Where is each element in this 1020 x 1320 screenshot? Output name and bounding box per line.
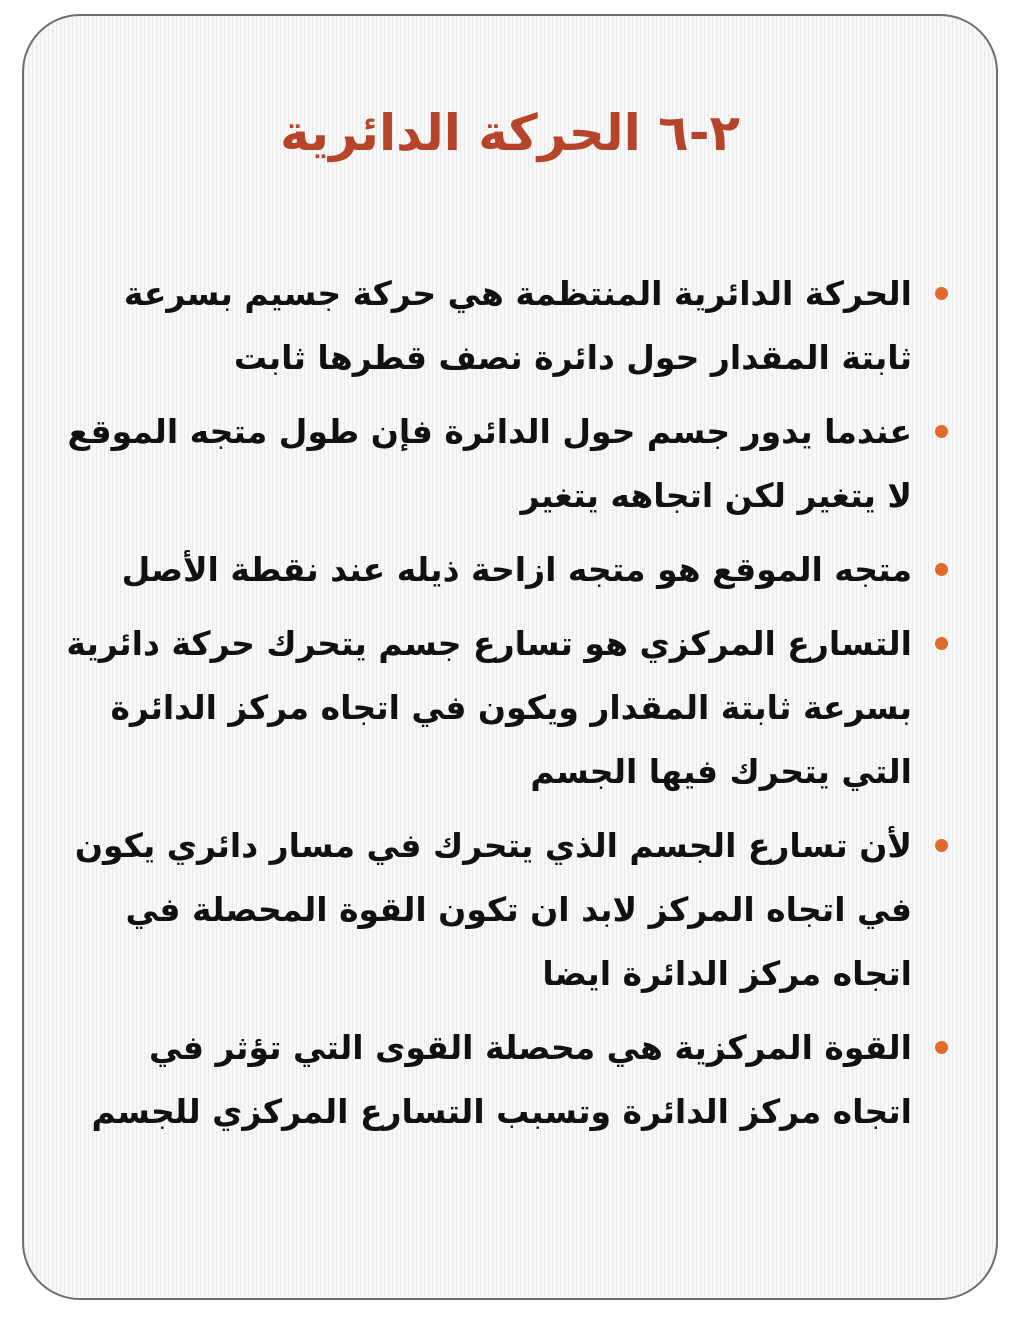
bullet-dot-icon: [935, 425, 948, 438]
bullet-text: القوة المركزية هي محصلة القوى التي تؤثر في اتجاه مركز الدائرة وتسبب التسارع المركزي للجسم: [91, 1028, 912, 1131]
bullet-text: عندما يدور جسم حول الدائرة فإن طول متجه الموقع لا يتغير لكن اتجاهه يتغير: [67, 412, 912, 515]
bullet-item: [64, 400, 952, 528]
bullet-dot-icon: [935, 839, 948, 852]
bullet-list: [64, 262, 952, 1154]
bullet-text: التسارع المركزي هو تسارع جسم يتحرك حركة دائرية بسرعة ثابتة المقدار ويكون في اتجاه مركز الدائرة التي يتحرك فيها الجسم: [66, 624, 912, 791]
bullet-item: [64, 538, 952, 602]
bullet-dot-icon: [935, 287, 948, 300]
bullet-item: [64, 262, 952, 390]
bullet-dot-icon: [935, 563, 948, 576]
bullet-item: [64, 814, 952, 1006]
bullet-text: متجه الموقع هو متجه ازاحة ذيله عند نقطة الأصل: [121, 550, 912, 589]
bullet-dot-icon: [935, 637, 948, 650]
bullet-text: لأن تسارع الجسم الذي يتحرك في مسار دائري يكون في اتجاه المركز لابد ان تكون القوة المحصلة في اتجاه مركز الدائرة ايضا: [74, 826, 912, 993]
bullet-item: [64, 612, 952, 804]
slide-title: ٢-٦ الحركة الدائرية: [279, 104, 740, 162]
bullet-text: الحركة الدائرية المنتظمة هي حركة جسيم بسرعة ثابتة المقدار حول دائرة نصف قطرها ثابت: [123, 274, 912, 377]
bullet-item: [64, 1016, 952, 1144]
bullet-dot-icon: [935, 1041, 948, 1054]
slide-frame: [22, 14, 998, 1300]
